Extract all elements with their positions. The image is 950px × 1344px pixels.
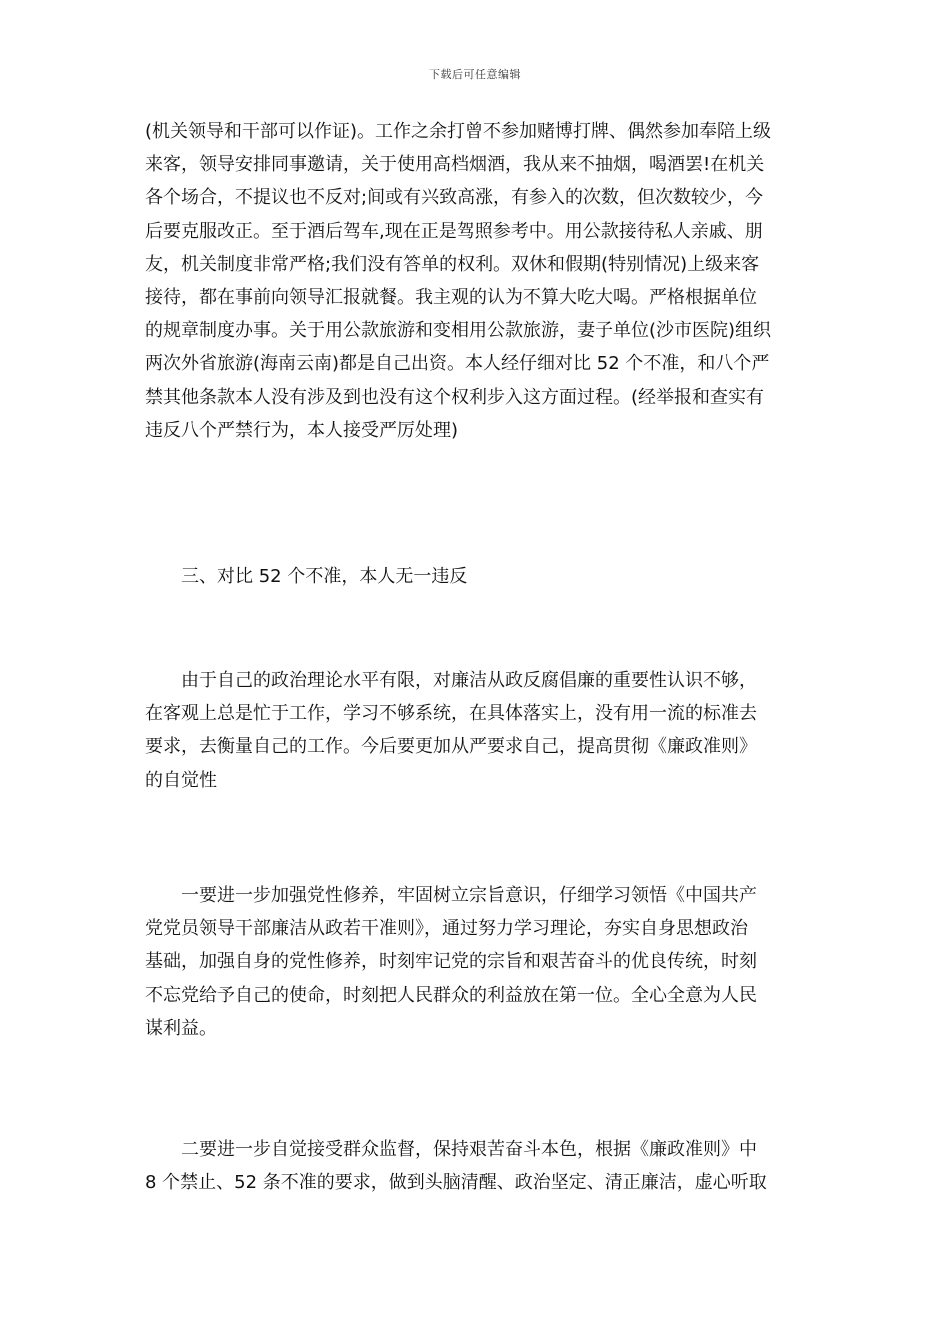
text-line: 基础，加强自身的党性修养，时刻牢记党的宗旨和艰苦奋斗的优良传统，时刻 (145, 951, 757, 973)
page-header: 下载后可任意编辑 (429, 68, 521, 81)
text-line: 两次外省旅游(海南云南)都是自己出资。本人经仔细对比 52 个不准，和八个严 (145, 353, 770, 375)
text-line: 来客，领导安排同事邀请，关于使用高档烟酒，我从来不抽烟，喝酒罢!在机关 (145, 154, 765, 176)
text-line: 二要进一步自觉接受群众监督，保持艰苦奋斗本色，根据《廉政准则》中 (181, 1139, 757, 1160)
text-line: 不忘党给予自己的使命，时刻把人民群众的利益放在第一位。全心全意为人民 (145, 984, 757, 1006)
text-line: 要求，去衡量自己的工作。今后要更加从严要求自己，提高贯彻《廉政准则》 (145, 736, 757, 758)
text-line: 各个场合，不提议也不反对;间或有兴致高涨，有参入的次数，但次数较少，今 (145, 187, 764, 209)
text-line: 的规章制度办事。关于用公款旅游和变相用公款旅游，妻子单位(沙市医院)组织 (145, 320, 772, 342)
text-line: 后要克服改正。至于酒后驾车,现在正是驾照参考中。用公款接待私人亲戚、朋 (145, 220, 763, 242)
text-line: 在客观上总是忙于工作，学习不够系统，在具体落实上，没有用一流的标准去 (145, 703, 757, 725)
text-line: (机关领导和干部可以作证)。工作之余打曾不参加赌博打牌、偶然参加奉陪上级 (145, 121, 772, 142)
section-heading-3 (145, 560, 861, 593)
text-line: 禁其他条款本人没有涉及到也没有这个权利步入这方面过程。(经举报和查实有 (145, 386, 765, 408)
text-line: 的自觉性 (145, 769, 217, 791)
text-line: 谋利益。 (145, 1017, 217, 1039)
text-line: 违反八个严禁行为，本人接受严厉处理) (145, 419, 459, 441)
paragraph-self-assessment (145, 664, 825, 797)
text-line: 党党员领导干部廉洁从政若干准则》，通过努力学习理论，夯实自身思想政治 (145, 918, 748, 940)
text-line: 友，机关制度非常严格;我们没有答单的权利。双休和假期(特别情况)上级来客 (145, 253, 760, 275)
section-heading-text: 三、对比 52 个不准，本人无一违反 (181, 566, 468, 587)
paragraph-conduct-statement (145, 115, 825, 447)
text-line: 接待，都在事前向领导汇报就餐。我主观的认为不算大吃大喝。严格根据单位 (145, 287, 757, 309)
text-line: 8 个禁止、52 条不准的要求，做到头脑清醒、政治坚定、清正廉洁，虚心听取 (145, 1172, 767, 1194)
text-line: 由于自己的政治理论水平有限，对廉洁从政反腐倡廉的重要性认识不够， (181, 670, 757, 691)
paragraph-party-cultivation (145, 879, 825, 1045)
paragraph-public-supervision (145, 1133, 825, 1199)
text-line: 一要进一步加强党性修养，牢固树立宗旨意识，仔细学习领悟《中国共产 (181, 885, 757, 906)
